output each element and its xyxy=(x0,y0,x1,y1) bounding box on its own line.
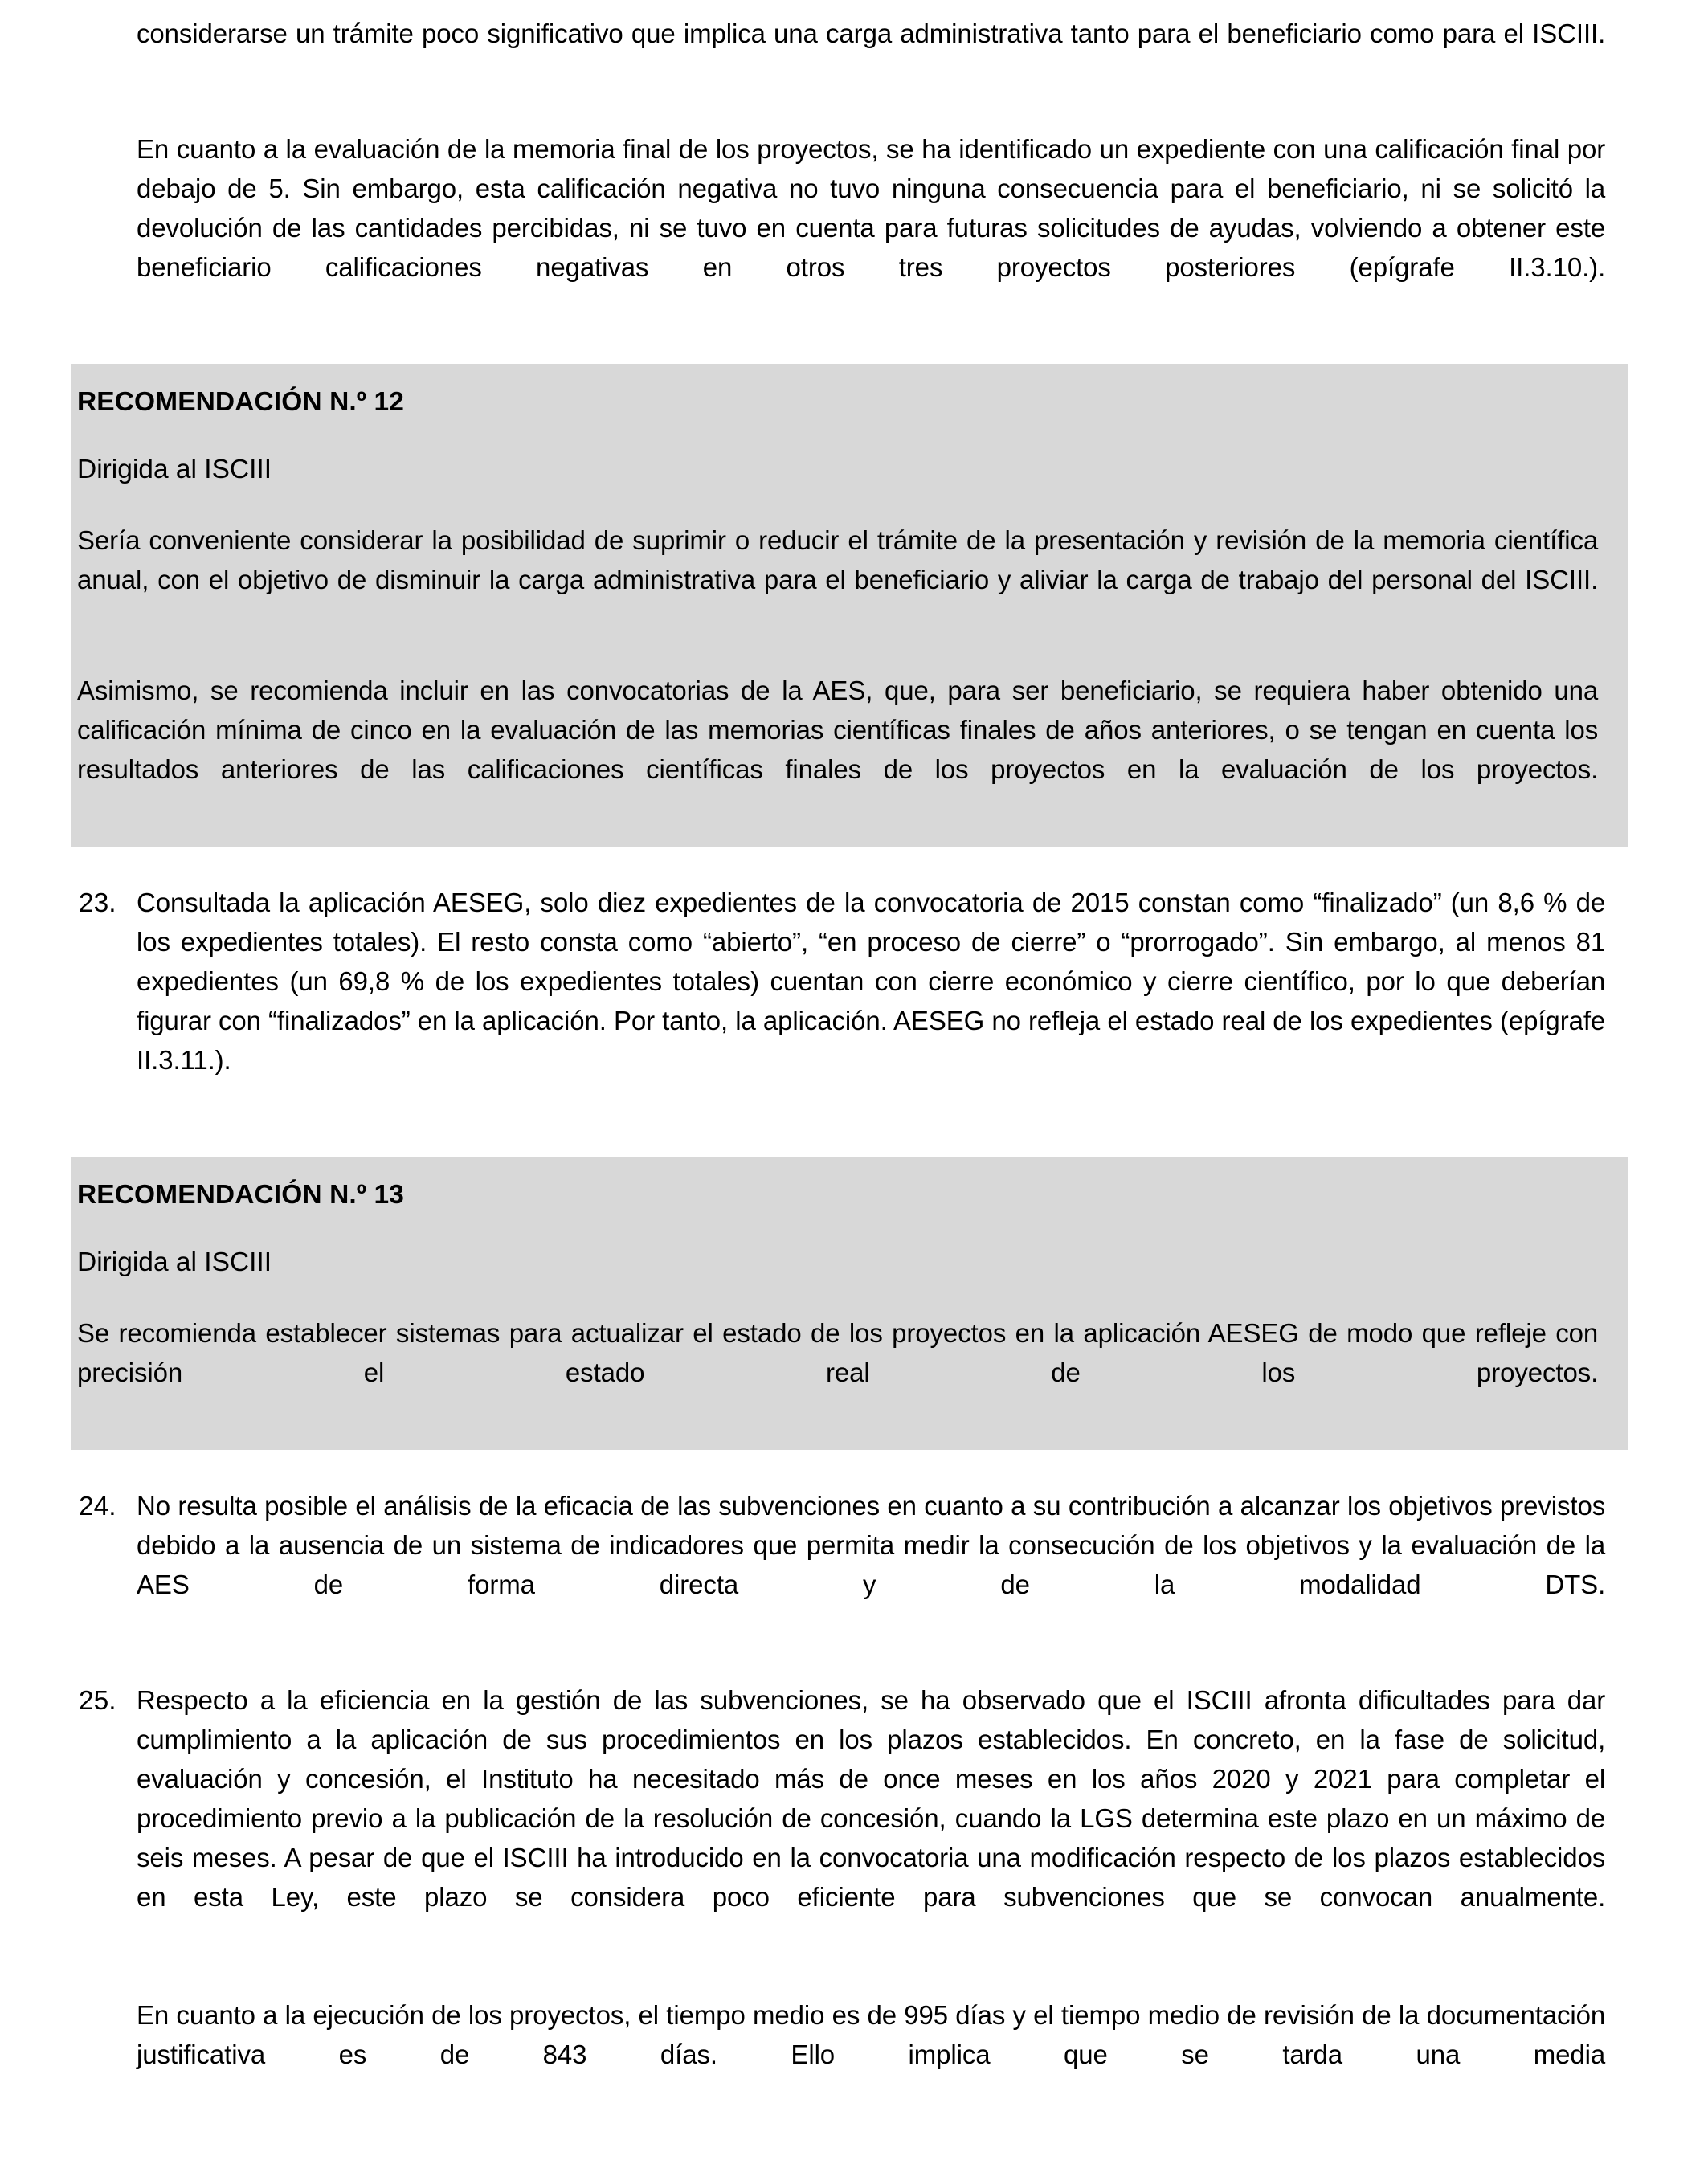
recommendation-12-paragraph-1: Sería conveniente considerar la posibilidad de suprimir o reducir el trámite de la presentación y revisión de la memoria científica anual, con el objetivo de disminuir la carga administrativa para el beneficiario y aliviar la carga de trabajo del personal del ISCIII. xyxy=(77,526,1599,595)
item-24-text: No resulta posible el análisis de la eficacia de las subvenciones en cuanto a su contribución a alcanzar los objetivos previstos debido a la ausencia de un sistema de indicadores que permita medir la consecución de los objetivos y la evaluación de la AES de forma directa y de la modalidad DTS. xyxy=(137,1492,1606,1600)
recommendation-12-title: RECOMENDACIÓN N.º 12 xyxy=(77,387,404,417)
spacer xyxy=(77,488,1621,521)
numbered-item-24 xyxy=(79,1487,1628,1644)
item-24-body xyxy=(137,1487,1605,1644)
item-24-number: 24. xyxy=(79,1492,116,1521)
recommendation-13-paragraph-1: Se recomienda establecer sistemas para actualizar el estado de los proyectos en la aplicación AESEG de modo que refleje con precisión el estado real de los proyectos. xyxy=(77,1319,1599,1388)
spacer xyxy=(0,1120,1708,1157)
recommendation-13-inner xyxy=(77,1178,1621,1432)
item-25-number: 25. xyxy=(79,1686,116,1716)
numbered-item-23 xyxy=(79,884,1628,1120)
recommendation-12-inner xyxy=(77,385,1621,829)
item-25-text: Respecto a la eficiencia en la gestión de las subvenciones, se ha observado que el ISCIII afronta dificultades para dar cumplimiento a la aplicación de sus procedimientos en los plazos establecidos. En concreto, en la fase de solicitud, evaluación y concesión, el Instituto ha necesitado más de once meses en los años 2020 y 2021 para completar el procedimiento previo a la publicación de la resolución de concesión, cuando la LGS determina este plazo en un máximo de seis meses. A pesar de que el ISCIII ha introducido en la convocatoria una modificación respecto de los plazos establecidos en esta Ley, este plazo se considera poco eficiente para subvenciones que se convocan anualmente. xyxy=(137,1686,1606,1913)
item-23-text: Consultada la aplicación AESEG, solo diez expedientes de la convocatoria de 2015 constan como “finalizado” (un 8,6 % de los expedientes totales). El resto consta como “abierto”, “en proceso de cierre” o “prorrogado”. Sin embargo, al menos 81 expedientes (un 69,8 % de los expedientes totales) cuentan con cierre económico y cierre científico, por lo que deberían figurar con “finalizados” en la aplicación. Por tanto, la aplicación. AESEG no refleja el estado real de los expedientes (epígrafe II.3.11.). xyxy=(137,888,1606,1076)
spacer xyxy=(77,1280,1621,1314)
item-25-text-2: En cuanto a la ejecución de los proyectos, el tiempo medio es de 995 días y el tiempo medio de revisión de la documentación justificativa es de 843 días. Ello implica que se tarda una media xyxy=(137,2001,1606,2070)
spacer xyxy=(0,1644,1708,1681)
item-23-number: 23. xyxy=(79,888,116,918)
spacer xyxy=(77,1213,1621,1245)
page-content xyxy=(0,14,1708,2114)
numbered-item-25 xyxy=(79,1681,1628,2114)
recommendation-box-12 xyxy=(71,364,1628,847)
paragraph-memoria-final: En cuanto a la evaluación de la memoria final de los proyectos, se ha identificado un expediente con una calificación final por debajo de 5. Sin embargo, esta calificación negativa no tuvo ninguna consecuencia para el beneficiario, ni se solicitó la devolución de las cantidades percibidas, ni se tuvo en cuenta para futuras solicitudes de ayudas, volviendo a obtener este beneficiario calificaciones negativas en otros tres proyectos posteriores (epígrafe II.3.10.). xyxy=(137,135,1606,283)
recommendation-12-addressee: Dirigida al ISCIII xyxy=(77,455,272,484)
spacer xyxy=(0,1450,1708,1487)
item-25-body xyxy=(137,1681,1605,2114)
paragraph-continued: considerarse un trámite poco significativo que implica una carga administrativa tanto para el beneficiario como para el ISCIII. xyxy=(137,19,1606,49)
recommendation-12-paragraph-2: Asimismo, se recomienda incluir en las convocatorias de la AES, que, para ser beneficiario, se requiera haber obtenido una calificación mínima de cinco en la evaluación de las memorias científicas finales de años anteriores, o se tengan en cuenta los resultados anteriores de las calificaciones científicas finales de los proyectos en la evaluación de los proyectos. xyxy=(77,676,1599,785)
spacer xyxy=(77,639,1621,672)
spacer xyxy=(0,93,1708,130)
recommendation-13-title: RECOMENDACIÓN N.º 13 xyxy=(77,1180,404,1210)
recommendation-13-addressee: Dirigida al ISCIII xyxy=(77,1247,272,1277)
item-23-body xyxy=(137,884,1605,1120)
spacer xyxy=(0,327,1708,364)
spacer xyxy=(0,847,1708,884)
spacer xyxy=(77,420,1621,452)
recommendation-box-13 xyxy=(71,1157,1628,1450)
